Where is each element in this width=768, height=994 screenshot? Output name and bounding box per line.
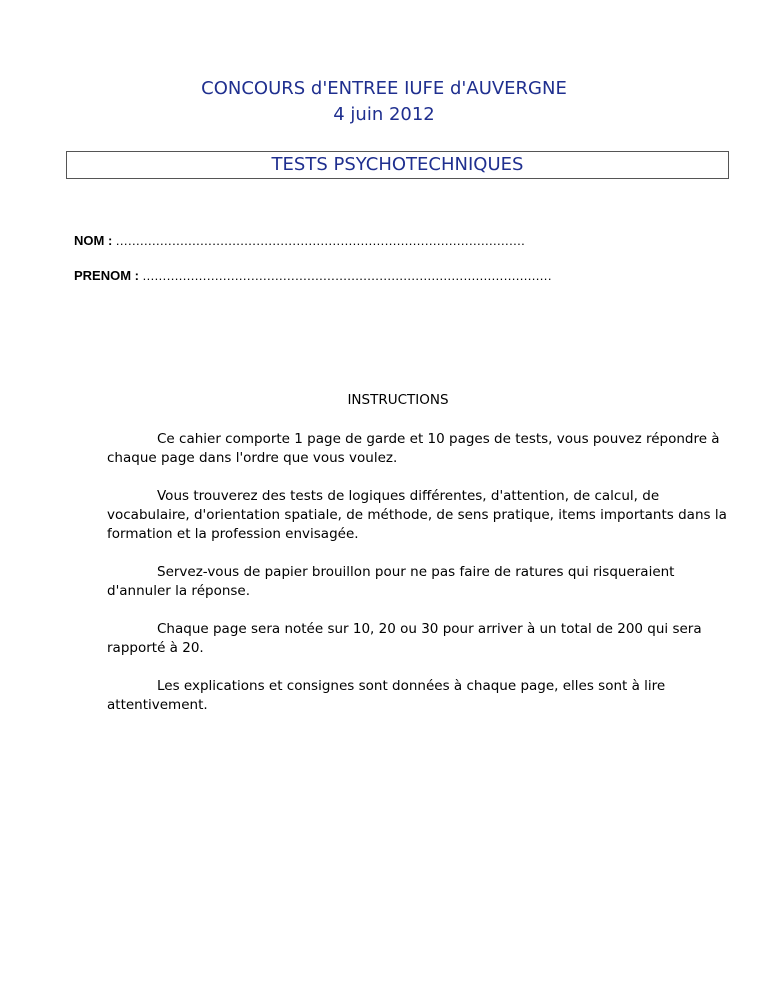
prenom-dotted-line: ...................................................................................................... — [142, 268, 552, 283]
prenom-field — [74, 268, 552, 283]
nom-field — [74, 233, 525, 248]
exam-date: 4 juin 2012 — [333, 104, 435, 125]
instructions-heading: INSTRUCTIONS — [347, 392, 449, 408]
nom-dotted-line: ...................................................................................................... — [115, 233, 526, 248]
instruction-paragraph: Servez-vous de papier brouillon pour ne pas faire de ratures qui risqueraient d'annuler la réponse. — [107, 564, 675, 599]
section-title: TESTS PSYCHOTECHNIQUES — [271, 154, 524, 175]
prenom-label: PRENOM : — [74, 268, 139, 283]
document-title — [0, 76, 768, 128]
instruction-paragraph: Ce cahier comporte 1 page de garde et 10 pages de tests, vous pouvez répondre à chaque page dans l'ordre que vous voulez. — [107, 431, 720, 466]
section-title-box — [66, 151, 729, 179]
exam-title: CONCOURS d'ENTREE IUFE d'AUVERGNE — [201, 78, 567, 99]
instructions-body — [107, 430, 727, 734]
instruction-paragraph: Vous trouverez des tests de logiques différentes, d'attention, de calcul, de vocabulaire, d'orientation spatiale, de méthode, de sens pratique, items importants dans la formation et la profession envisagée. — [107, 488, 727, 542]
instruction-paragraph: Les explications et consignes sont données à chaque page, elles sont à lire attentivement. — [107, 678, 666, 713]
nom-label: NOM : — [74, 233, 113, 248]
instruction-paragraph: Chaque page sera notée sur 10, 20 ou 30 pour arriver à un total de 200 qui sera rapporté à 20. — [107, 621, 702, 656]
